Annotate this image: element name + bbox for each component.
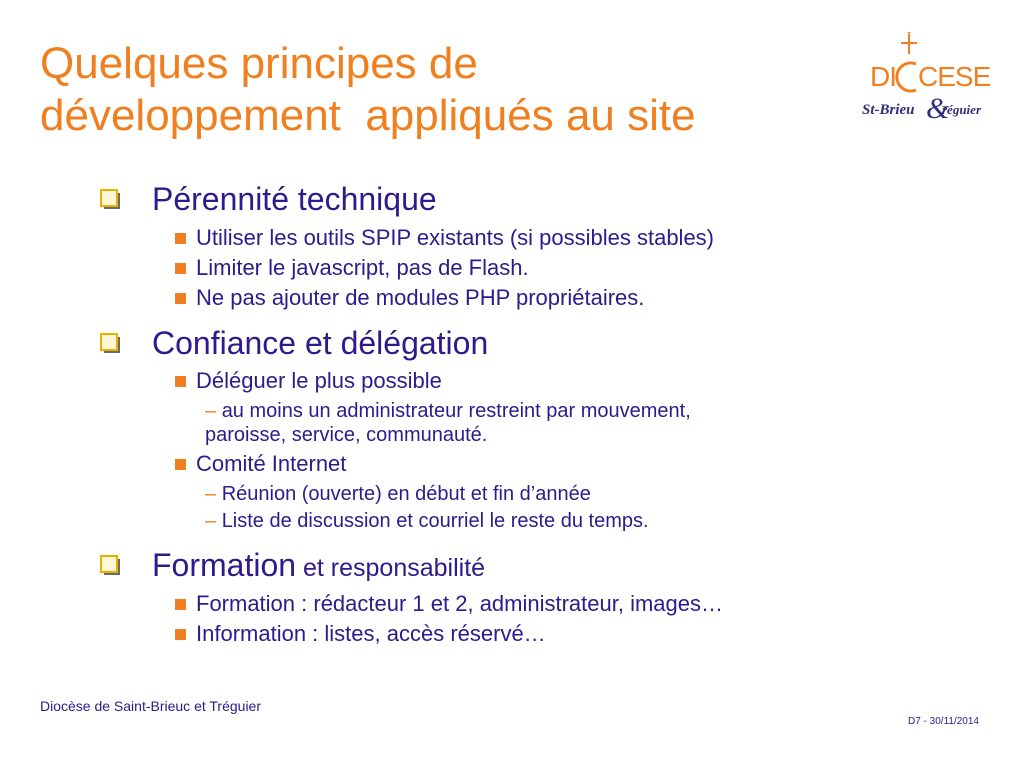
square-bullet-icon bbox=[175, 599, 186, 610]
svg-text:réguier: réguier bbox=[942, 102, 981, 117]
section-heading-confiance: Confiance et délégation bbox=[152, 324, 488, 362]
bullet-item: Utiliser les outils SPIP existants (si possibles stables) bbox=[196, 224, 714, 252]
bullet-item: Information : listes, accès réservé… bbox=[196, 620, 546, 648]
sub-bullet-continuation: paroisse, service, communauté. bbox=[205, 424, 488, 446]
square-bullet-icon bbox=[175, 459, 186, 470]
square-bullet-icon bbox=[175, 293, 186, 304]
checkbox-bullet-icon bbox=[100, 555, 122, 577]
square-bullet-icon bbox=[175, 233, 186, 244]
section-heading-perennite: Pérennité technique bbox=[152, 180, 437, 218]
footer-organization: Diocèse de Saint-Brieuc et Tréguier bbox=[40, 698, 261, 714]
slide-title-line-1: Quelques principes de bbox=[40, 39, 478, 88]
bullet-item: Limiter le javascript, pas de Flash. bbox=[196, 254, 529, 282]
slide-title-line-2: développement appliqués au site bbox=[40, 91, 696, 140]
svg-text:St-Brieu: St-Brieu bbox=[862, 102, 915, 118]
checkbox-bullet-icon bbox=[100, 189, 122, 211]
bullet-item: Ne pas ajouter de modules PHP propriétaires. bbox=[196, 284, 644, 312]
bullet-item: Formation : rédacteur 1 et 2, administrateur, images… bbox=[196, 590, 723, 618]
svg-text:CESE: CESE bbox=[918, 61, 991, 92]
square-bullet-icon bbox=[175, 629, 186, 640]
square-bullet-icon bbox=[175, 263, 186, 274]
sub-bullet-item: – Réunion (ouverte) en début et fin d’année bbox=[205, 483, 591, 505]
bullet-item: Comité Internet bbox=[196, 450, 346, 478]
sub-bullet-item: – au moins un administrateur restreint par mouvement, bbox=[205, 400, 691, 422]
footer-slide-number-date: D7 - 30/11/2014 bbox=[908, 716, 979, 727]
checkbox-bullet-icon bbox=[100, 333, 122, 355]
svg-text:&: & bbox=[926, 92, 950, 125]
bullet-item: Déléguer le plus possible bbox=[196, 367, 442, 395]
square-bullet-icon bbox=[175, 376, 186, 387]
sub-bullet-item: – Liste de discussion et courriel le reste du temps. bbox=[205, 510, 649, 532]
svg-text:DI: DI bbox=[870, 61, 896, 92]
section-heading-formation: Formation et responsabilité bbox=[152, 546, 485, 587]
